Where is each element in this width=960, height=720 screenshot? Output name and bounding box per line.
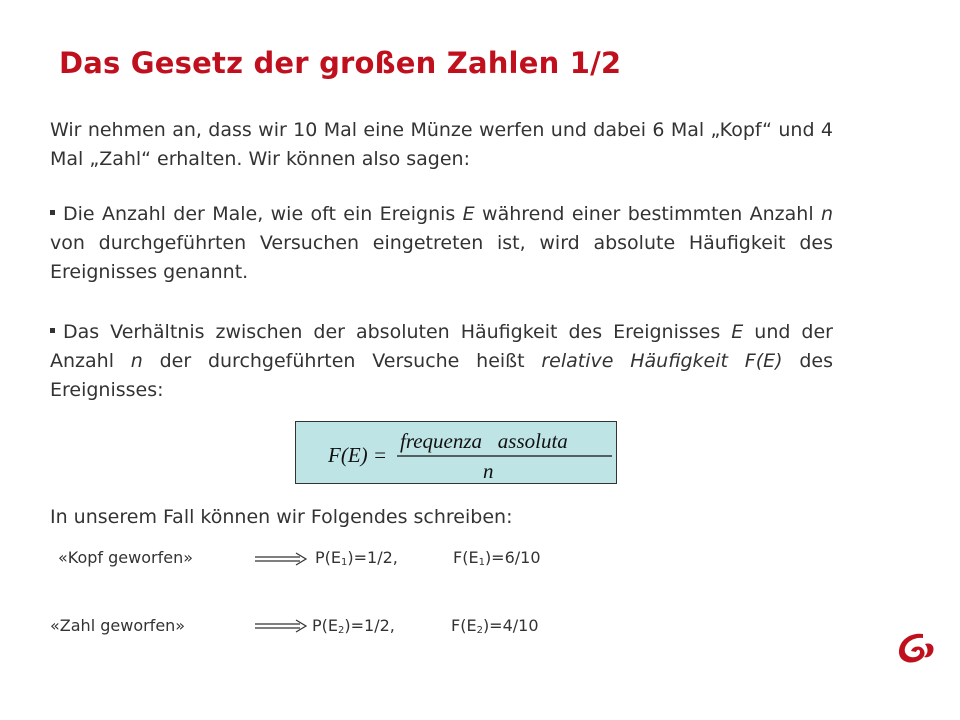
formula-numerator: frequenza assoluta (400, 429, 568, 453)
bullet-marker (50, 210, 55, 215)
row-zahl-probability: $P(E_2)=1/2$, (312, 616, 395, 636)
row-kopf-frequency: $F(E_1)=6/10$ (453, 548, 541, 568)
row-zahl-label: «Zahl geworfen» (50, 616, 186, 635)
formula-lhs: F(E) = (328, 443, 388, 467)
arrow-icon (254, 619, 310, 633)
arrow-icon (254, 552, 310, 566)
formula-denominator: n (483, 459, 494, 483)
row-kopf-probability: $P(E_1)=1/2$, (315, 548, 398, 568)
bullet-marker (50, 328, 55, 333)
formula-box (295, 421, 617, 484)
row-zahl-frequency: $F(E_2)=4/10$ (451, 616, 539, 636)
case-text: In unserem Fall können wir Folgendes schreiben: (50, 506, 513, 528)
brand-logo-icon (893, 630, 937, 666)
bullet-relative-frequency: Das Verhältnis zwischen der absoluten Häufigkeit des Ereignisses E und der Anzahl n der durchgeführten Versuche heißt relative Häufigkeit F(E) des Ereignisses: (50, 321, 833, 401)
slide-title: Das Gesetz der großen Zahlen 1/2 (59, 46, 622, 80)
bullet-absolute-frequency: Die Anzahl der Male, wie oft ein Ereignis E während einer bestimmten Anzahl n von durchgeführten Versuchen eingetreten ist, wird absolute Häufigkeit des Ereignisses genannt. (50, 203, 834, 283)
intro-paragraph: Wir nehmen an, dass wir 10 Mal eine Münze werfen und dabei 6 Mal „Kopf“ und 4 Mal „Zahl“ erhalten. Wir können also sagen: (50, 119, 833, 170)
row-kopf-label: «Kopf geworfen» (58, 548, 194, 567)
formula-graphic (296, 422, 618, 485)
